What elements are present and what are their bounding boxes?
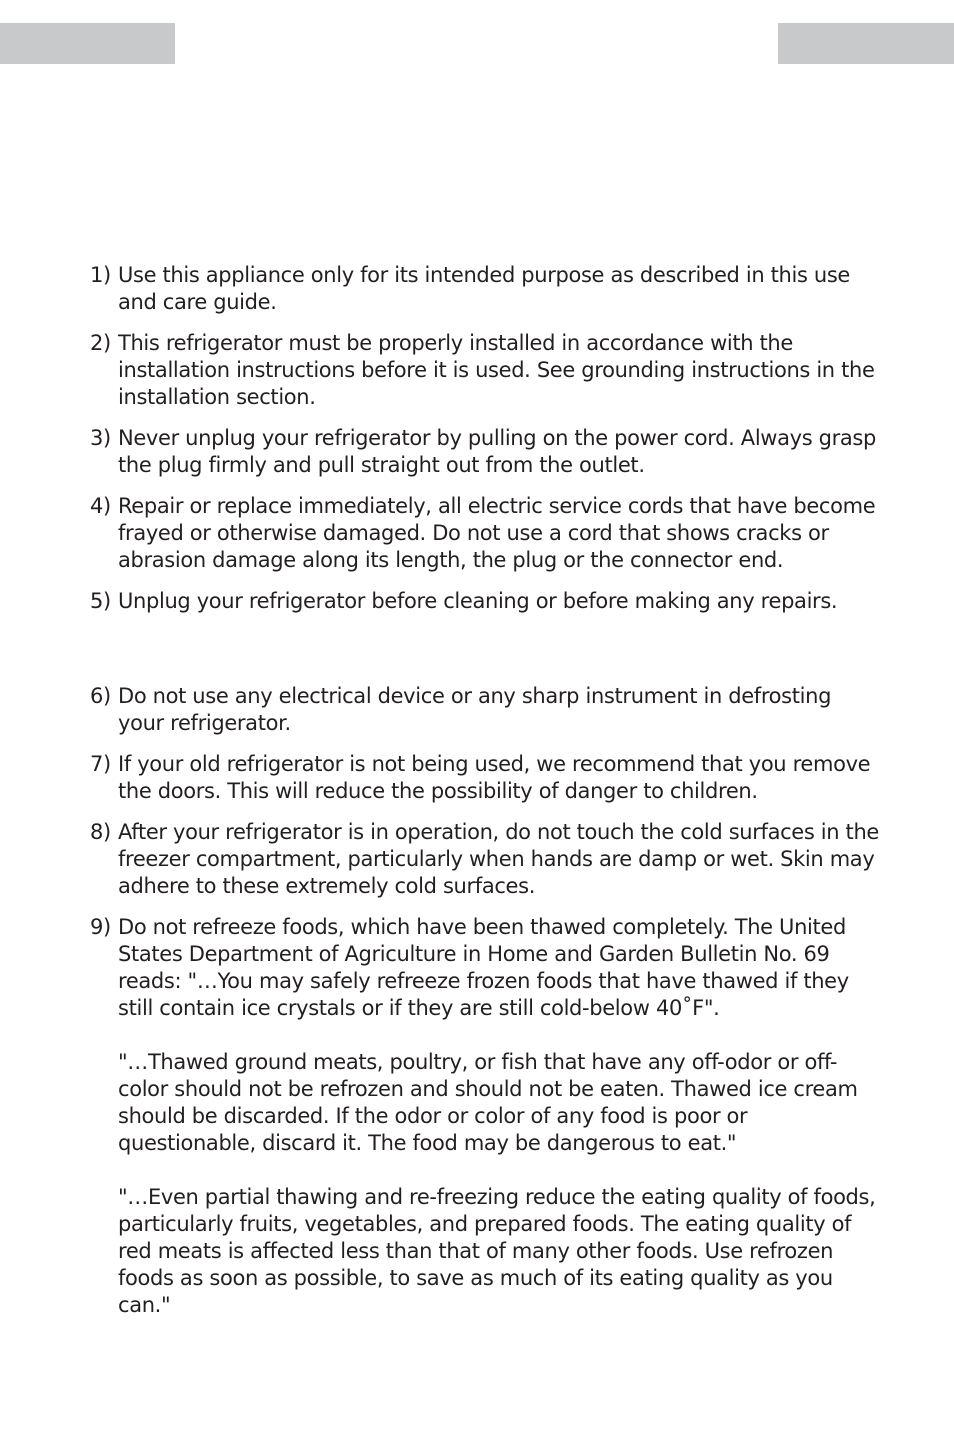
header-tab-left — [0, 23, 175, 64]
item-text: Never unplug your refrigerator by pulling on the power cord. Always grasp the plug firmly and pull straight out from the outlet. — [118, 426, 877, 477]
item-text: After your refrigerator is in operation, do not touch the cold surfaces in the freezer compartment, particularly when hands are damp or wet. Skin may adhere to these extremely cold surfaces. — [118, 820, 879, 898]
item-text: Unplug your refrigerator before cleaning or before making any repairs. — [118, 589, 838, 613]
item-number: 9) — [90, 915, 111, 939]
item-number: 2) — [90, 331, 111, 355]
safety-instructions-list — [90, 262, 880, 1333]
list-item — [90, 330, 880, 411]
item-text: If your old refrigerator is not being used, we recommend that you remove the doors. This will reduce the possibility of danger to children. — [118, 752, 871, 803]
item-text: Do not refreeze foods, which have been thawed completely. The United States Department of Agriculture in Home and Garden Bulletin No. 69 reads: "…You may safely refreeze frozen foods that have thawed if they still contain ice crystals or if they are still cold-below 40˚F". — [118, 915, 849, 1020]
header-tab-right — [778, 23, 954, 64]
item-number: 8) — [90, 820, 111, 844]
item-quote: "…Even partial thawing and re-freezing reduce the eating quality of foods, particularly fruits, vegetables, and prepared foods. The eating quality of red meats is affected less than that of many other foods. Use refrozen foods as soon as possible, to save as much of its eating quality as you can." — [118, 1185, 876, 1317]
list-item — [90, 493, 880, 574]
item-quote: "…Thawed ground meats, poultry, or fish that have any off-odor or off-color should not be refrozen and should not be eaten. Thawed ice cream should be discarded. If the odor or color of any food is poor or questionable, discard it. The food may be dangerous to eat." — [118, 1050, 858, 1155]
item-text: Repair or replace immediately, all electric service cords that have become frayed or otherwise damaged. Do not use a cord that shows cracks or abrasion damage along its length, the plug or the connector end. — [118, 494, 876, 572]
item-number: 5) — [90, 589, 111, 613]
list-item — [90, 914, 880, 1319]
item-number: 6) — [90, 684, 111, 708]
item-text: This refrigerator must be properly installed in accordance with the installation instructions before it is used. See grounding instructions in the installation section. — [118, 331, 875, 409]
list-item — [90, 683, 880, 737]
list-item — [90, 751, 880, 805]
list-item — [90, 819, 880, 900]
item-number: 4) — [90, 494, 111, 518]
item-text: Use this appliance only for its intended purpose as described in this use and care guide. — [118, 263, 850, 314]
list-item — [90, 588, 880, 615]
item-number: 1) — [90, 263, 111, 287]
item-number: 3) — [90, 426, 111, 450]
list-item — [90, 425, 880, 479]
item-number: 7) — [90, 752, 111, 776]
list-item — [90, 262, 880, 316]
item-text: Do not use any electrical device or any sharp instrument in defrosting your refrigerator. — [118, 684, 832, 735]
